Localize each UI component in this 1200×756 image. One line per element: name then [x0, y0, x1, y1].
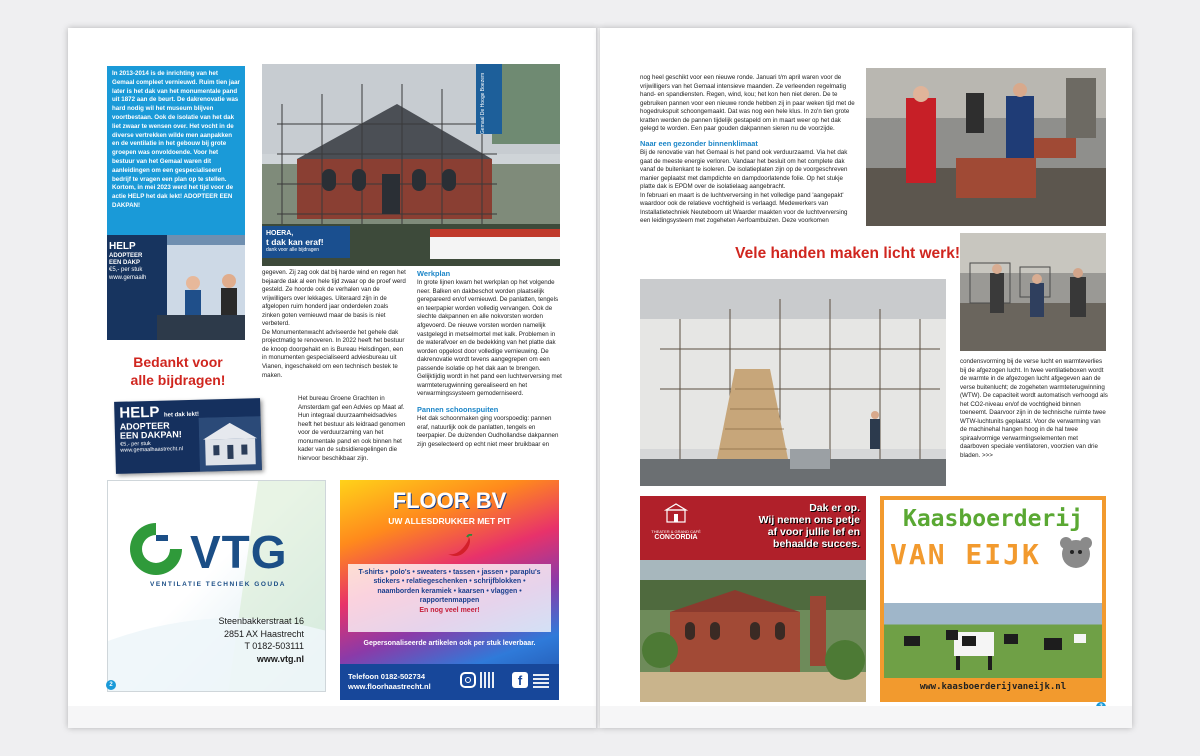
werkplan-paragraph: In grote lijnen kwam het werkplan op het volgende neer. Balken en dakbeschot worden plaatselijk gerepareerd en/of vernieuwd. De panlatten, tengels en teerpapier worden volledig vervangen. Ook de slechte dakpannen en alle nokvorsten worden afgevoerd. De nieuwe vorsten worden namelijk vastgelegd in metselmortel met kalk. Problemen in de waterafvoer en de bedekking van het platte dak worden opgelost door volledige vernieuwing. De dakrenovatie wordt tevens aangegrepen om een passende isolatie op het dak aan te brengen. Gelijktijdig wordt in het pand een luchtverversing met warmteterugwinning gerealiseerd en het verwarmingssysteem gemoderniseerd. [417, 279, 562, 398]
concordia-photo-svg [640, 560, 866, 702]
floor-products-panel [348, 564, 551, 632]
concordia-slogan [708, 502, 860, 550]
sign-text: Gemaal De Hooge Boezem [480, 72, 486, 134]
help-card-help: HELP [119, 403, 160, 422]
photo-cleaning-tiles [866, 68, 1106, 226]
kaas-line2: VAN EIJK [890, 538, 1041, 571]
kaas-url[interactable]: www.kaasboerderijvaneijk.nl [919, 682, 1067, 692]
right-footer-strip [600, 706, 1132, 728]
concordia-line3: af voor jullie lef en [767, 526, 860, 539]
facebook-icon[interactable]: f [512, 672, 528, 688]
help-card-lekt: het dak lekt! [163, 411, 200, 419]
concordia-line1: Dak er op. [809, 502, 860, 514]
werkplan-heading: Werkplan [417, 269, 451, 278]
pannen-heading: Pannen schoonspuiten [417, 404, 499, 414]
photo-roof-covered [640, 279, 946, 486]
col2-paragraph-1: gegeven. Zij zag ook dat bij harde wind en regen het bejaarde dak al een hele tijd zwaar op de proef werd gesteld. Ze hoorde ook de verhalen van de vrijwilligers over lekkages. Uiteraard zijn in de afgelopen ruim honderd jaar onderdelen zoals zinken goten vernieuwd maar de basis is niet verbeterd. [262, 269, 406, 328]
right-page [600, 28, 1132, 728]
stand-line4: €5,- per stuk [109, 267, 143, 274]
concordia-building-icon [664, 502, 688, 524]
vtg-advertisement [107, 480, 326, 692]
help-card-adopteer: ADOPTEER [119, 420, 170, 432]
floor-advertisement [340, 480, 559, 700]
floor-contact [348, 672, 431, 692]
banner-line2: t dak kan eraf! [266, 237, 324, 248]
floor-tagline: UW ALLESDRUKKER MET PIT [388, 516, 511, 526]
concordia-brand: CONCORDIA [654, 534, 698, 541]
banner-line3: dank voor alle bijdragen [266, 246, 320, 253]
help-card-building-svg [199, 416, 262, 472]
concordia-line2: Wij nemen ons petje [758, 514, 860, 527]
floor-personal: Gepersonaliseerde artikelen ook per stuk leverbaar. [363, 640, 536, 647]
workers-photo-svg [960, 233, 1106, 351]
right-article-column-2 [960, 358, 1108, 461]
qr-code-icon-2 [533, 672, 549, 688]
floor-products: T-shirts • polo's • sweaters • tassen • jassen • paraplu's stickers • relatiegeschenken • schrijfblokken • naamborden keramiek • kaarsen • vlaggen • rapportenmappen [358, 569, 541, 605]
vtg-phone: T 0182-503111 [244, 641, 304, 652]
help-card-url: www.gemaalhaastrecht.nl [120, 446, 184, 455]
vtg-url[interactable]: www.vtg.nl [256, 653, 304, 664]
help-card [114, 398, 262, 474]
mouse-logo-icon [1058, 536, 1094, 570]
article-column-3 [417, 267, 562, 449]
bedankt-line1: Bedankt voor [133, 354, 223, 370]
vtg-contact [168, 615, 318, 665]
floor-title: FLOOR BV [392, 488, 507, 513]
vtg-address-1: Steenbakkerstraat 16 [218, 616, 304, 626]
col2-paragraph-3: Het bureau Groene Grachten in Amsterdam gaf een Advies op Maat af. Hun integraal duurzaamheidsadvies heeft het bestuur als leidraad genomen voor de verduurzaming van het monumentale pand en ook binnen het kader van de subsidieregelingen die hiervoor beschikbaar zijn. [298, 395, 406, 462]
photo-building-scaffolding [262, 64, 560, 266]
concordia-logo [646, 502, 706, 541]
kaas-advertisement [880, 496, 1106, 702]
bedankt-line2: alle bijdragen! [130, 371, 226, 388]
right-col2-paragraph: condensvorming bij de verse lucht en warmteverlies bij de afgezogen lucht. In twee ventilatieboxen wordt de warmte in de afgezogen lucht afgegeven aan de verse buitenlucht; de zogeheten warmteterugwinning (WTW). De capaciteit wordt automatisch verhoogd als het CO2-niveau en/of de vochtigheid binnen toeneemt. Daarvoor zijn in de technische ruimte twee WTW-luchtunits geplaatst. Voor de verwarming van de machinehal hangen hoog in de hal twee spiraalvormige verwarmingselementen met daarboven speciale ventilatoren, voorzien van drie bladen. >>> [960, 358, 1108, 460]
floor-url[interactable]: www.floorhaastrecht.nl [348, 682, 431, 692]
article-column-2b [298, 395, 408, 463]
right-article-column-1 [640, 74, 855, 226]
concordia-advertisement [640, 496, 866, 702]
roof-photo-svg [640, 279, 946, 486]
klimaat-paragraph-2: In februari en maart is de luchtverversing in het volledige pand 'aangepakt' waardoor ook de relatieve vochtigheid is verlaagd. Medewerkers van Installatietechniek Neuteboom uit Waarder maakten voor de luchtverversing een leidingsysteem met zogeheten Aerfoambuizen. Deze voorkomen [640, 191, 848, 225]
cows-photo-svg [884, 598, 1102, 678]
floor-more: En nog veel meer! [419, 606, 480, 614]
vtg-logo-text: VTG [190, 526, 288, 578]
stand-sign [109, 241, 169, 282]
photo-stand [107, 235, 245, 340]
bedankt-heading [108, 354, 248, 389]
stand-line5: www.gemaalh [109, 274, 147, 281]
banner-line1: HOERA, [266, 230, 294, 237]
vtg-address-2: 2851 AX Haastrecht [223, 628, 304, 639]
help-card-price: €5,- per stuk [120, 441, 151, 449]
stand-line1: HELP [109, 241, 136, 252]
stand-line3: EEN DAKP [109, 260, 141, 267]
intro-box [107, 66, 245, 256]
headline: Vele handen maken licht werk! [735, 245, 960, 262]
article-column-2 [262, 269, 407, 380]
pannen-paragraph: Het dak schoonmaken ging voorspoedig: pannen eraf, natuurlijk ook de panlatten, tengels en teerpapier. De duizenden Oudhollandse dakpannen zijn geselecteerd op echt niet meer bruikbaar en [417, 415, 559, 448]
vtg-subtitle: VENTILATIE TECHNIEK GOUDA [150, 581, 286, 588]
klimaat-heading: Naar een gezonder binnenklimaat [640, 138, 758, 148]
klimaat-paragraph-1: Bij de renovatie van het Gemaal is het pand ook verduurzaamd. Via het dak gaat de meeste energie verloren. Vandaar het besluit om het complete dak vanaf de buitenkant te isoleren. De isolatieplaten zijn op de voorgeschreven manier geplaatst met dampdichte en dampdoorlatende folie. Op het stukje platte dak is EPDM over de isolatielaag aangebracht. [640, 149, 848, 191]
page-number-left: 2 [106, 680, 116, 690]
right-col1-paragraph: nog heel geschikt voor een nieuwe ronde. Januari t/m april waren voor de vrijwilligers van het Gemaal intensieve maanden. Ze verleenden regelmatig hand- en spandiensten. Regen, wind, kou; het kon hen niet deren. De te gebruiken pannen voor een nieuwe ronde hebben zij in paar weken tijd met de hogedrukspuit schoongemaakt. Dat was nog een hele klus. In zo'n tien grote kratten werden de pannen tijdelijk gestapeld om in maart weer op het dak gelegd te worden. Een paar gouden dakpannen sieren nu de voorzijde. [640, 74, 855, 133]
concordia-brand-small: THEATER & GRAND CAFÉ [651, 529, 701, 534]
left-page [68, 28, 598, 728]
photo-workers-tiles [960, 233, 1106, 351]
kaas-line1: Kaasboerderij [902, 506, 1083, 532]
help-card-dakpan: EEN DAKPAN! [119, 429, 182, 442]
cleaning-photo-svg [866, 68, 1106, 226]
vtg-logo-icon [126, 519, 186, 579]
floor-phone: Telefoon 0182-502734 [348, 672, 425, 681]
concordia-line4: behaalde succes. [773, 538, 860, 551]
col2-paragraph-2: De Monumentenwacht adviseerde het gehele dak projectmatig te renoveren. In 2022 heeft het bestuur de knoop doorgehakt en is Bureau Helsdingen, een in monumenten gespecialiseerd adviesbureau uit Vianen, ingeschakeld om een technisch bestek te maken. [262, 328, 405, 379]
qr-code-icon [480, 672, 496, 688]
left-footer-strip [68, 706, 598, 728]
instagram-icon[interactable] [460, 672, 476, 688]
banner-text [266, 230, 350, 254]
help-card-text [119, 403, 200, 455]
chili-pepper-icon [444, 534, 474, 560]
intro-text: In 2013-2014 is de inrichting van het Gemaal compleet vernieuwd. Ruim tien jaar later is het dak van het monumentale pand uit 1872 aan de beurt. De dakrenovatie was hard nodig wil het museum blijven voortbestaan. Ook de isolatie van het dak liet zwaar te wensen over. Het vocht in de diverse vertrekken wilde men aanpakken en de ventilatie in het gebouw bij grote groepen was onvoldoende. Voor het bestuur van het Gemaal waren dit aanleidingen om een gespecialiseerd bedrijf te vragen een plan op te stellen. Kortom, in mei 2023 werd het tijd voor de actie HELP het dak lekt! ADOPTEER EEN DAKPAN! [112, 70, 240, 209]
stand-line2: ADOPTEER [109, 253, 143, 259]
